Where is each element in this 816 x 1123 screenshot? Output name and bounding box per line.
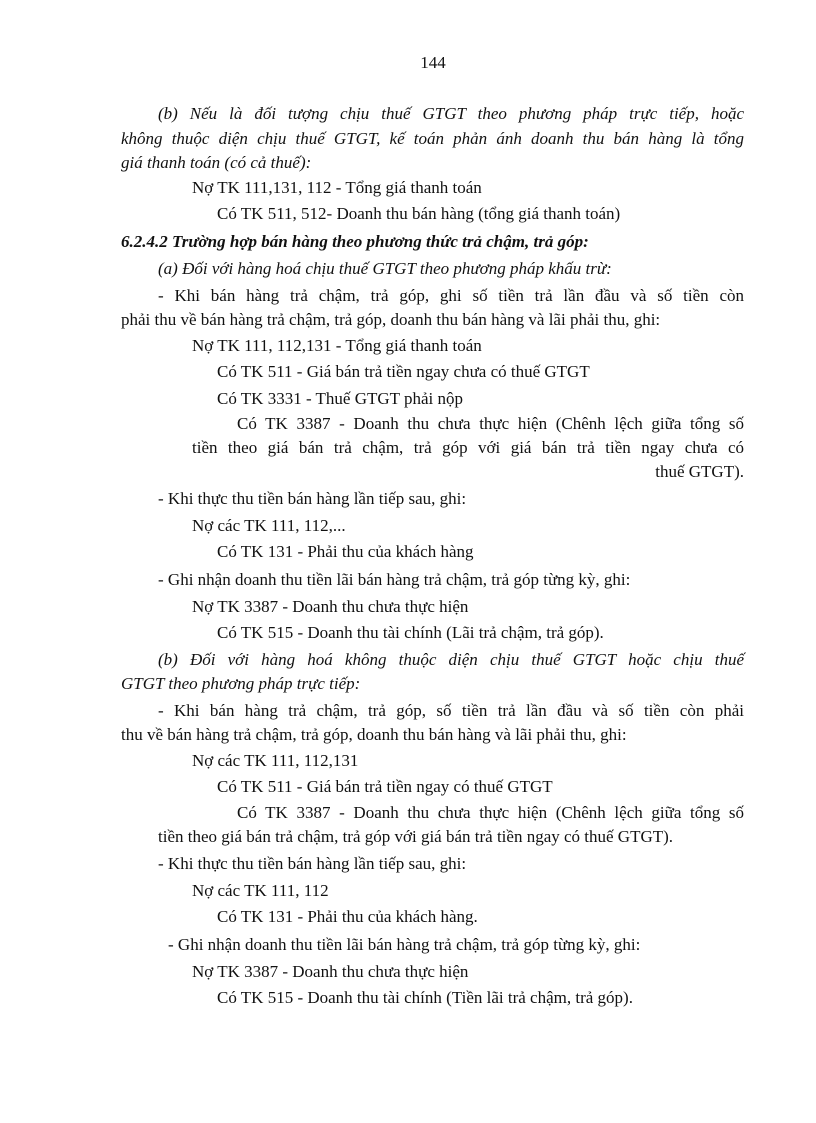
text-line: (b) Đối với hàng hoá không thuộc diện chịu thuế GTGT hoặc chịu thuế xyxy=(158,650,744,669)
text-line: thu về bán hàng trả chậm, trả góp, doanh thu bán hàng và lãi phải thu, ghi: xyxy=(121,725,627,744)
text-line: - Khi bán hàng trả chậm, trả góp, số tiền trả lần đầu và số tiền còn phải xyxy=(158,701,744,720)
text-line: Có TK 511, 512- Doanh thu bán hàng (tổng giá thanh toán) xyxy=(217,204,621,223)
text-line: Có TK 511 - Giá bán trả tiền ngay chưa có thuế GTGT xyxy=(217,362,590,381)
text-line: giá thanh toán (có cả thuế): xyxy=(121,153,312,172)
section-heading: 6.2.4.2 Trường hợp bán hàng theo phương thức trả chậm, trả góp: xyxy=(121,232,589,251)
text-line: Có TK 3387 - Doanh thu chưa thực hiện (Chênh lệch giữa tổng số xyxy=(237,803,744,822)
page-number: 144 xyxy=(420,53,446,72)
text-line: Có TK 131 - Phải thu của khách hàng xyxy=(217,542,474,561)
text-line: Có TK 515 - Doanh thu tài chính (Lãi trả chậm, trả góp). xyxy=(217,623,604,642)
text-line: Có TK 3387 - Doanh thu chưa thực hiện (Chênh lệch giữa tổng số xyxy=(237,414,744,433)
text-line: không thuộc diện chịu thuế GTGT, kế toán phản ánh doanh thu bán hàng là tổng xyxy=(121,129,744,148)
text-line: Nợ TK 111,131, 112 - Tổng giá thanh toán xyxy=(192,178,482,197)
text-line: Nợ các TK 111, 112 xyxy=(192,881,329,900)
text-line: phải thu về bán hàng trả chậm, trả góp, doanh thu bán hàng và lãi phải thu, ghi: xyxy=(121,310,661,329)
text-line: (a) Đối với hàng hoá chịu thuế GTGT theo phương pháp khấu trừ: xyxy=(158,259,612,278)
text-line: - Ghi nhận doanh thu tiền lãi bán hàng trả chậm, trả góp từng kỳ, ghi: xyxy=(158,570,631,589)
text-line: Nợ các TK 111, 112,131 xyxy=(192,751,359,770)
text-line: - Khi thực thu tiền bán hàng lần tiếp sau, ghi: xyxy=(158,489,467,508)
text-line: Nợ TK 3387 - Doanh thu chưa thực hiện xyxy=(192,962,469,981)
text-line: - Khi thực thu tiền bán hàng lần tiếp sau, ghi: xyxy=(158,854,467,873)
text-line: GTGT theo phương pháp trực tiếp: xyxy=(121,674,361,693)
text-line: Nợ các TK 111, 112,... xyxy=(192,516,346,535)
text-line: - Ghi nhận doanh thu tiền lãi bán hàng trả chậm, trả góp từng kỳ, ghi: xyxy=(168,935,641,954)
text-line: Nợ TK 3387 - Doanh thu chưa thực hiện xyxy=(192,597,469,616)
text-line: Có TK 511 - Giá bán trả tiền ngay có thuế GTGT xyxy=(217,777,553,796)
text-line: Nợ TK 111, 112,131 - Tổng giá thanh toán xyxy=(192,336,482,355)
text-line: Có TK 131 - Phải thu của khách hàng. xyxy=(217,907,478,926)
text-line: (b) Nếu là đối tượng chịu thuế GTGT theo phương pháp trực tiếp, hoặc xyxy=(158,104,744,123)
text-line: Có TK 3331 - Thuế GTGT phải nộp xyxy=(217,389,464,408)
text-line: tiền theo giá bán trả chậm, trả góp với giá bán trả tiền ngay có thuế GTGT). xyxy=(158,827,674,846)
text-line: Có TK 515 - Doanh thu tài chính (Tiền lãi trả chậm, trả góp). xyxy=(217,988,633,1007)
text-line: - Khi bán hàng trả chậm, trả góp, ghi số tiền trả lần đầu và số tiền còn xyxy=(158,286,744,305)
text-line: tiền theo giá bán trả chậm, trả góp với giá bán trả tiền ngay chưa có xyxy=(192,438,744,457)
text-line: thuế GTGT). xyxy=(655,462,744,481)
